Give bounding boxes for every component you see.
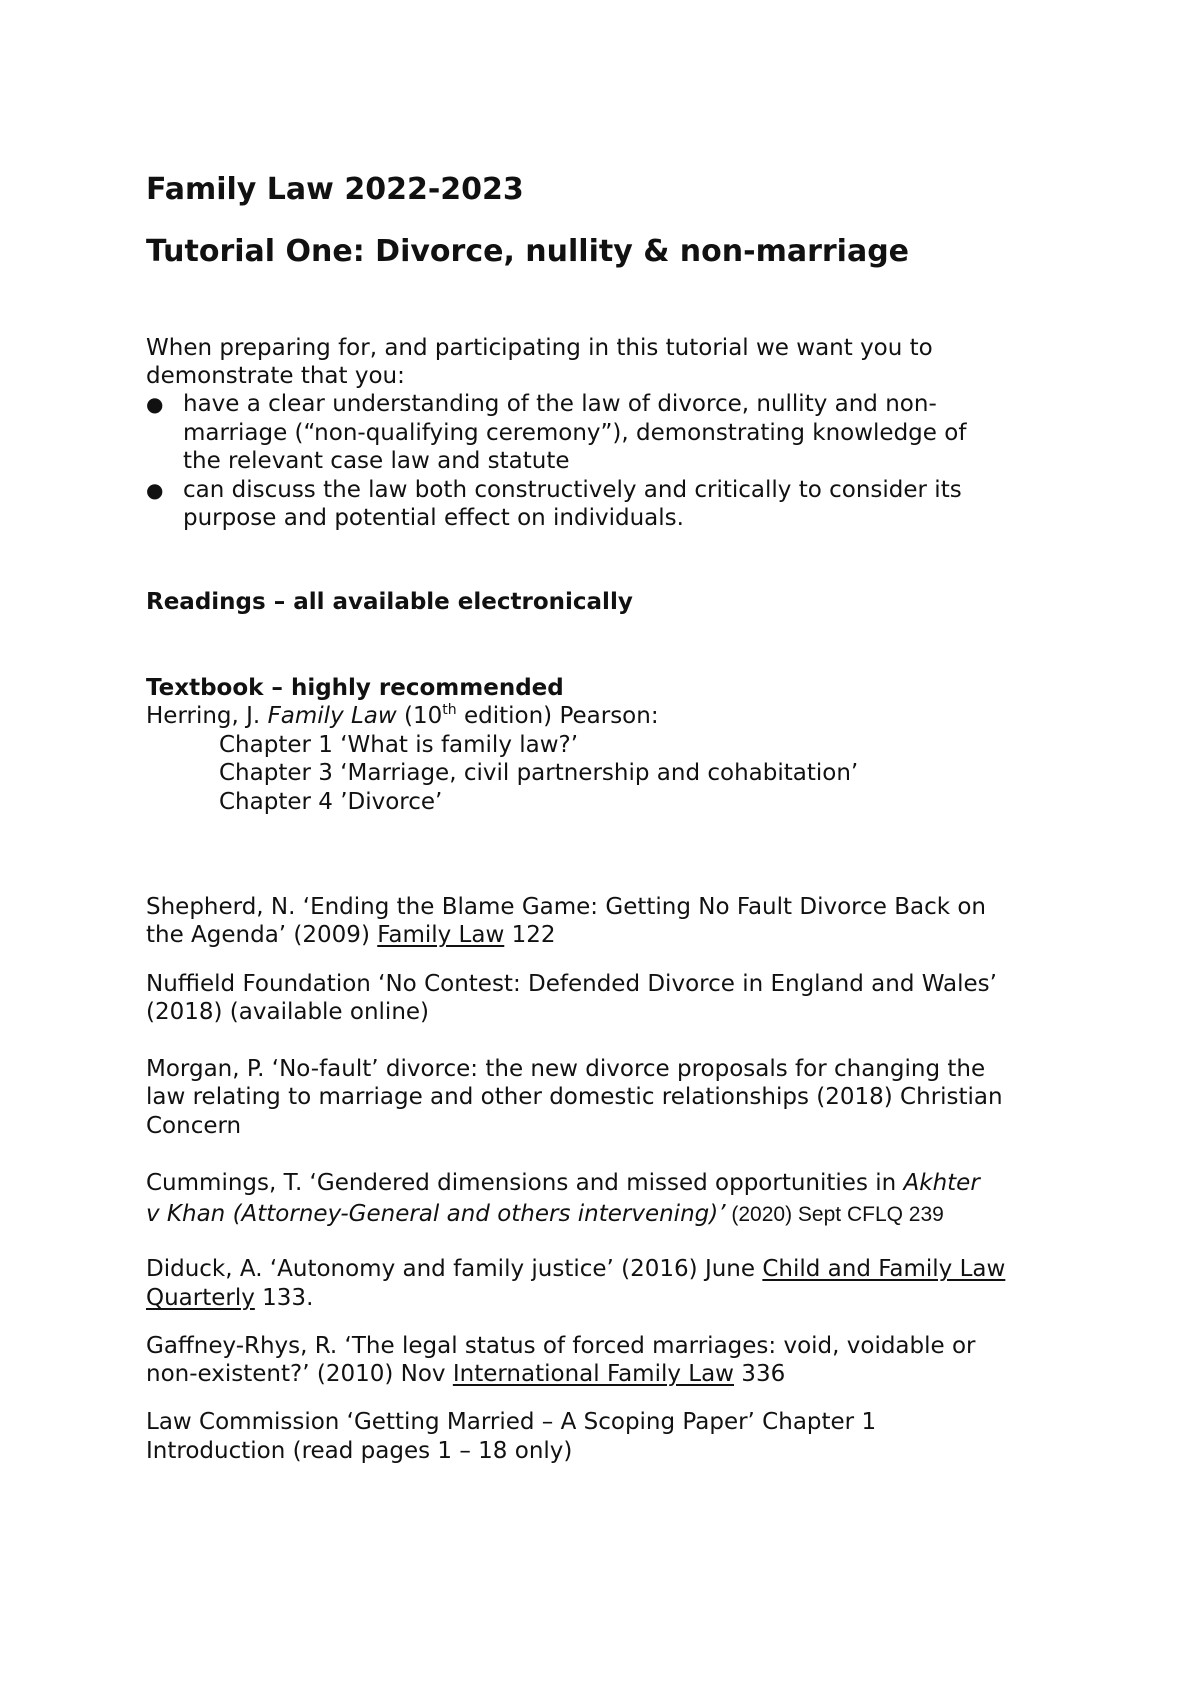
- edition-superscript: th: [442, 702, 457, 718]
- reference-line: Shepherd, N. ‘Ending the Blame Game: Getting No Fault Divorce Back on: [146, 894, 986, 920]
- reference-text: non-existent?’ (2010) Nov: [146, 1361, 453, 1387]
- page-title: Family Law 2022-2023: [146, 172, 524, 207]
- textbook-heading: Textbook – highly recommended: [146, 675, 564, 701]
- textbook-citation: [146, 702, 659, 731]
- reference-text: 133.: [254, 1285, 314, 1311]
- textbook-publisher: edition) Pearson:: [456, 703, 659, 729]
- chapter-item: Chapter 4 ’Divorce’: [219, 789, 443, 815]
- reference-line: Introduction (read pages 1 – 18 only): [146, 1438, 573, 1464]
- chapter-item: Chapter 3 ‘Marriage, civil partnership and cohabitation’: [219, 760, 859, 786]
- reference-line: Morgan, P. ‘No-fault’ divorce: the new divorce proposals for changing the: [146, 1056, 986, 1082]
- reference-line: [146, 1284, 313, 1313]
- textbook-edition: (10: [396, 703, 443, 729]
- list-item-line: have a clear understanding of the law of divorce, nullity and non-: [183, 391, 937, 417]
- reference-line: Law Commission ‘Getting Married – A Scoping Paper’ Chapter 1: [146, 1409, 877, 1435]
- reference-text: 122: [504, 922, 556, 948]
- textbook-title: Family Law: [267, 703, 397, 729]
- reference-line: (2018) (available online): [146, 999, 430, 1025]
- intro-line: demonstrate that you:: [146, 363, 405, 389]
- reference-text: Diduck, A. ‘Autonomy and family justice’ (2016) June: [146, 1256, 763, 1282]
- list-item-line: purpose and potential effect on individuals.: [183, 505, 684, 531]
- journal-title: Quarterly: [146, 1285, 255, 1311]
- journal-title: International Family Law: [452, 1361, 734, 1387]
- list-item-line: can discuss the law both constructively and critically to consider its: [183, 477, 962, 503]
- reference-text: the Agenda’ (2009): [146, 922, 378, 948]
- reference-text: Cummings, T. ‘Gendered dimensions and missed opportunities in: [146, 1170, 904, 1196]
- reference-line: Nuffield Foundation ‘No Contest: Defended Divorce in England and Wales’: [146, 971, 997, 997]
- reference-line: Concern: [146, 1113, 242, 1139]
- list-item-line: marriage (“non-qualifying ceremony”), demonstrating knowledge of: [183, 420, 967, 446]
- textbook-author: Herring, J.: [146, 703, 268, 729]
- tutorial-title: Tutorial One: Divorce, nullity & non-marriage: [146, 234, 910, 269]
- journal-title: Family Law: [377, 922, 505, 948]
- bullet-icon: ●: [146, 478, 164, 502]
- list-item-line: the relevant case law and statute: [183, 448, 570, 474]
- intro-line: When preparing for, and participating in this tutorial we want you to: [146, 335, 933, 361]
- reference-line: [146, 1360, 785, 1389]
- reference-line: [146, 1200, 944, 1230]
- chapter-item: Chapter 1 ‘What is family law?’: [219, 732, 579, 758]
- reference-line: law relating to marriage and other domestic relationships (2018) Christian: [146, 1084, 1003, 1110]
- reference-line: [146, 1255, 1005, 1284]
- readings-heading: Readings – all available electronically: [146, 589, 633, 615]
- reference-line: Gaffney-Rhys, R. ‘The legal status of forced marriages: void, voidable or: [146, 1333, 976, 1359]
- case-name: v Khan (Attorney-General and others intervening)’: [146, 1201, 726, 1227]
- journal-title: Child and Family Law: [762, 1256, 1006, 1282]
- case-name: Akhter: [903, 1170, 980, 1196]
- citation: (2020) Sept CFLQ 239: [725, 1203, 944, 1226]
- reference-text: 336: [734, 1361, 786, 1387]
- reference-line: [146, 1169, 980, 1198]
- reference-line: [146, 921, 556, 950]
- bullet-icon: ●: [146, 392, 164, 416]
